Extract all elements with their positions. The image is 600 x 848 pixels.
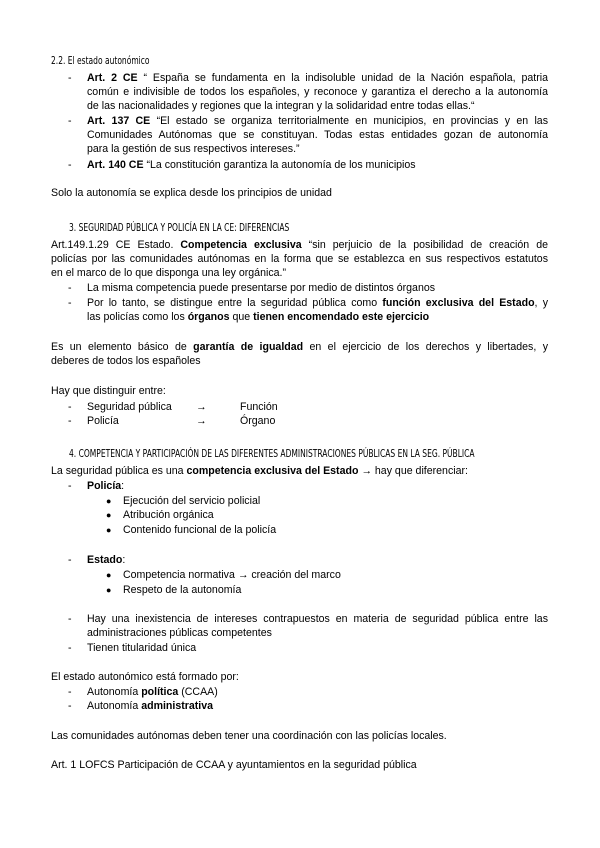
pair-2-arrow: → — [196, 415, 207, 427]
art2-line-3: de las nacionalidades y regiones que la integran y la solidaridad entre todas ellas.“ — [87, 100, 475, 112]
section-3-bullet-2-line-2: las policías como los órganos que tienen encomendado este ejercicio — [87, 311, 430, 323]
list-dash: - — [68, 613, 72, 625]
autonomia-politica: Autonomía política (CCAA) — [87, 686, 218, 698]
inexistencia-line-1: Hay una inexistencia de intereses contrapuestos en materia de seguridad pública entre las — [87, 613, 548, 625]
pair-2-right: Órgano — [240, 415, 276, 427]
estado-item-1: Competencia normativa → creación del marco — [123, 569, 341, 581]
formado-label: El estado autonómico está formado por: — [51, 671, 239, 683]
section-3-bullet-2-line-1: Por lo tanto, se distingue entre la seguridad pública como función exclusiva del Estado, y — [87, 297, 548, 309]
pair-1-right: Función — [240, 401, 278, 413]
list-dash: - — [68, 642, 72, 654]
list-dash: - — [68, 686, 72, 698]
list-dash: - — [68, 401, 72, 413]
policia-label: Policía: — [87, 480, 125, 492]
section-3-intro-line-2: policías por las comunidades autónomas en la forma que se establezca en sus respectivos estatutos — [51, 253, 548, 265]
pair-2-left: Policía — [87, 415, 119, 427]
art140-line: Art. 140 CE “La constitución garantiza la autonomía de los municipios — [87, 159, 416, 171]
section-3-para-line-2: deberes de todos los españoles — [51, 355, 201, 367]
pair-1-arrow: → — [196, 401, 207, 413]
coordinacion-text: Las comunidades autónomas deben tener una coordinación con las policías locales. — [51, 730, 447, 742]
section-2-2-heading: 2.2. El estado autonómico — [51, 56, 150, 67]
list-dash: - — [68, 72, 72, 84]
art2-line-2: común e indivisible de todos los españoles, y reconoce y garantiza el derecho a la autonomía — [87, 86, 548, 98]
list-dash: - — [68, 159, 72, 171]
bullet-dot: ● — [106, 585, 112, 595]
section-3-intro-line-3: en el marco de lo que disponga una ley orgánica.” — [51, 267, 286, 279]
autonomia-administrativa: Autonomía administrativa — [87, 700, 214, 712]
art137-line-1: Art. 137 CE “El estado se organiza territorialmente en municipios, en provincias y en las — [87, 115, 548, 127]
lofcs-text: Art. 1 LOFCS Participación de CCAA y ayuntamientos en la seguridad pública — [51, 759, 417, 771]
estado-label: Estado: — [87, 554, 126, 566]
inexistencia-line-2: administraciones públicas competentes — [87, 627, 272, 639]
section-3-heading: 3. SEGURIDAD PÚBLICA Y POLICÍA EN LA CE: DIFERENCIAS — [69, 223, 290, 234]
policia-item-2: Atribución orgánica — [123, 509, 214, 521]
bullet-dot: ● — [106, 510, 112, 520]
bullet-dot: ● — [106, 570, 112, 580]
art137-line-2: Comunidades Autónomas que se constituyan. Todas estas entidades gozan de autonomía — [87, 129, 548, 141]
bullet-dot: ● — [106, 525, 112, 535]
art2-line-1: Art. 2 CE “ España se fundamenta en la indisoluble unidad de la Nación española, patria — [87, 72, 548, 84]
titularidad-item: Tienen titularidad única — [87, 642, 197, 654]
art137-line-3: para la gestión de sus respectivos intereses.” — [87, 143, 300, 155]
list-dash: - — [68, 282, 72, 294]
section-2-2-footer: Solo la autonomía se explica desde los principios de unidad — [51, 187, 332, 199]
section-4-intro: La seguridad pública es una competencia exclusiva del Estado → hay que diferenciar: — [51, 465, 468, 477]
list-dash: - — [68, 297, 72, 309]
estado-item-2: Respeto de la autonomía — [123, 584, 242, 596]
distinguish-label: Hay que distinguir entre: — [51, 385, 166, 397]
list-dash: - — [68, 115, 72, 127]
section-3-intro-line-1: Art.149.1.29 CE Estado. Competencia exclusiva “sin perjuicio de la posibilidad de creación de — [51, 239, 548, 251]
bullet-dot: ● — [106, 496, 112, 506]
policia-item-3: Contenido funcional de la policía — [123, 524, 277, 536]
list-dash: - — [68, 700, 72, 712]
list-dash: - — [68, 480, 72, 492]
pair-1-left: Seguridad pública — [87, 401, 172, 413]
list-dash: - — [68, 554, 72, 566]
section-4-heading: 4. COMPETENCIA Y PARTICIPACIÓN DE LAS DIFERENTES ADMINISTRACIONES PÚBLICAS EN LA SEG. PÚBLICA — [69, 449, 475, 460]
section-3-bullet-1: La misma competencia puede presentarse por medio de distintos órganos — [87, 282, 436, 294]
section-3-para-line-1: Es un elemento básico de garantía de igualdad en el ejercicio de los derechos y libertades, y — [51, 341, 548, 353]
list-dash: - — [68, 415, 72, 427]
policia-item-1: Ejecución del servicio policial — [123, 495, 261, 507]
